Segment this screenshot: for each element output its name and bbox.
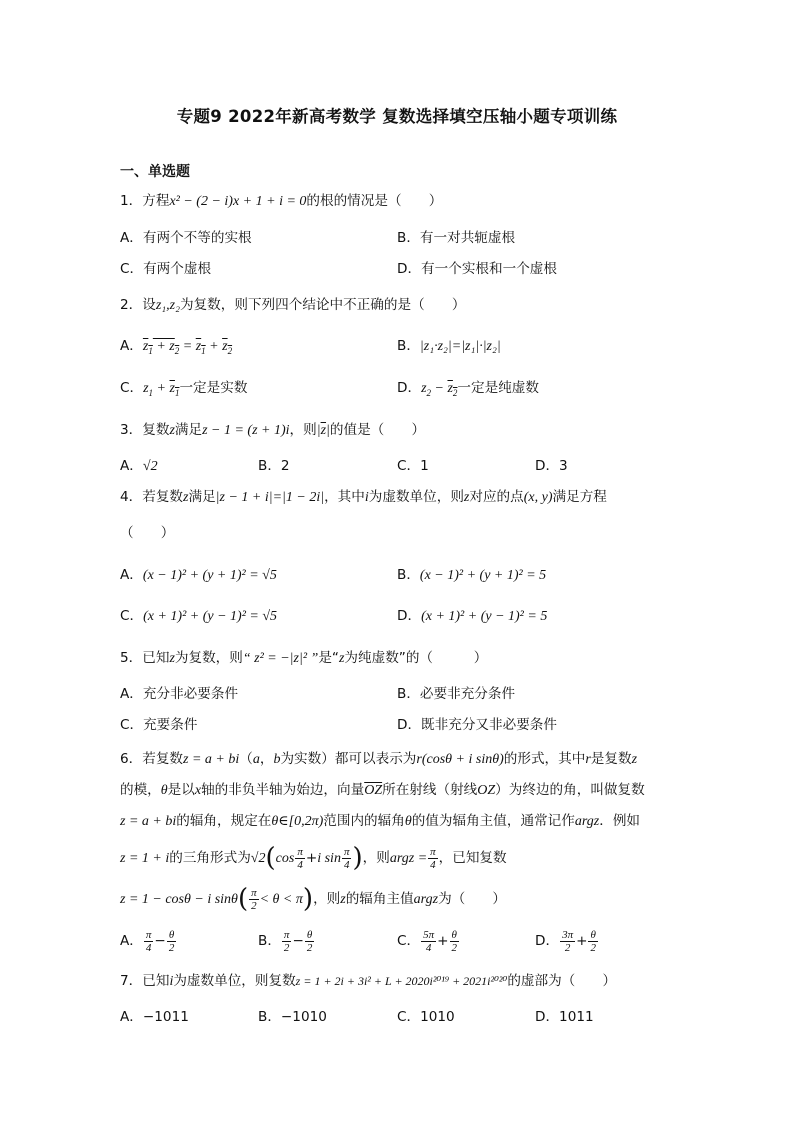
q6-plus: + [437, 933, 449, 949]
q6-frac-den: 2 [451, 941, 457, 954]
q6-frac [167, 929, 177, 954]
q6-fraction-pi-2 [249, 887, 259, 912]
q2-option-c-formula: $z_1 + z_1$ [143, 381, 180, 398]
question-3-stem [120, 420, 425, 441]
q3-equation: z − 1 = (z + 1)i [202, 423, 290, 438]
q6-var-z: z [340, 892, 346, 907]
q1-option-b[interactable]: B．有一对共轭虚根 [397, 230, 516, 246]
q2-option-d-label: D． [397, 380, 422, 396]
q6-minus: − [292, 933, 304, 949]
q6-var-a: a [252, 752, 260, 767]
q6-frac [305, 929, 315, 954]
page-title: 专题9 2022年新高考数学 复数选择填空压轴小题专项训练 [176, 107, 618, 126]
q6-plus: + [305, 850, 318, 866]
q5-option-a[interactable]: A．充分非必要条件 [120, 686, 239, 702]
q6-var-z: z [631, 752, 638, 767]
q6-frac-num: π [430, 845, 436, 858]
q4-option-c[interactable] [120, 606, 277, 627]
q2-variables: z₁,z₂ [155, 298, 180, 313]
q5-condition: “ z² = −|z|² ” [242, 651, 319, 666]
q3-var-z: z [169, 423, 175, 438]
q6-var-theta: θ [404, 814, 412, 829]
q3-option-b[interactable]: B．2 [258, 458, 290, 474]
q4-var-z: z [183, 490, 189, 505]
q2-option-d-text: 一定是纯虚数 [457, 380, 539, 396]
q6-fraction-pi-4 [342, 846, 352, 871]
q7-stem-prefix: 7．已知 [120, 973, 170, 989]
question-5-stem [120, 648, 487, 669]
q5-stem-suffix: 为纯虚数”的（ ） [344, 650, 488, 666]
q6-isin: i sin [317, 851, 341, 866]
q2-stem-suffix: 为复数，则下列四个结论中不正确的是（ ） [179, 297, 466, 313]
q6-frac-den: 4 [425, 941, 432, 954]
q6-text: ，已知复数 [438, 850, 507, 866]
q6-text: 的辐角主值 [345, 891, 414, 907]
q3-stem-suffix: 的值是（ ） [329, 422, 426, 438]
question-2-stem [120, 295, 465, 316]
q6-text: 是复数 [590, 751, 632, 767]
q4-option-b-label: B． [397, 567, 420, 583]
q6-range: θ∈[0,2π) [271, 814, 324, 829]
q6-fraction-pi-4 [295, 846, 305, 871]
q6-text: ）为终边的角，叫做复数 [495, 782, 645, 798]
q4-var-z2: z [463, 490, 470, 505]
q6-frac [421, 929, 436, 954]
q4-stem-mid4: 对应的点 [469, 489, 524, 505]
q6-left-paren: ( [265, 843, 276, 873]
q6-argz-eq: argz = [389, 851, 428, 866]
q6-frac-den: 4 [430, 858, 436, 871]
q6-var-b: b [273, 752, 281, 767]
q6-text: 是以 [167, 782, 195, 798]
q7-option-c[interactable]: C．1010 [397, 1009, 455, 1025]
q6-argz: argz [574, 814, 600, 829]
q6-frac [560, 929, 575, 954]
q7-stem-mid: 为虚数单位，则复数 [173, 973, 296, 989]
q6-given-z: z = 1 − cosθ − i sinθ [120, 892, 238, 907]
q6-frac-den: 2 [306, 941, 313, 954]
q4-option-d[interactable] [397, 606, 547, 627]
q5-option-c[interactable]: C．充要条件 [120, 717, 198, 733]
q6-frac-num: π [343, 845, 350, 858]
q2-option-c[interactable] [120, 378, 247, 403]
q6-frac-num: θ [588, 929, 598, 942]
q4-option-c-formula: (x + 1)² + (y − 1)² = √5 [143, 609, 278, 624]
q4-option-b[interactable] [397, 565, 546, 586]
q4-option-b-formula: (x − 1)² + (y + 1)² = 5 [419, 568, 547, 583]
q6-ray-oz: OZ [477, 783, 496, 798]
q5-var-z: z [169, 651, 175, 666]
q6-left-paren: ( [237, 884, 249, 914]
q4-stem-prefix: 4．若复数 [120, 489, 184, 505]
q7-option-b[interactable]: B．−1010 [258, 1009, 327, 1025]
question-6-line-1 [120, 749, 637, 770]
q6-frac-den: 2 [590, 941, 596, 954]
q6-option-a-label: A． [120, 933, 143, 949]
q6-frac-num: θ [305, 929, 315, 942]
q6-cos: cos [275, 851, 295, 866]
q6-text: 为（ ） [438, 891, 507, 907]
q6-frac-num: π [145, 928, 152, 941]
q2-option-d-formula: $z_2 - z_2$ [421, 381, 458, 398]
question-6-line-5 [120, 884, 506, 915]
q6-option-d[interactable] [535, 926, 599, 956]
question-6-line-2 [120, 780, 645, 801]
q3-stem-mid2: ，则 [289, 422, 317, 438]
q6-formula-trig: r(cosθ + i sinθ) [416, 752, 504, 767]
q7-option-a[interactable]: A．−1011 [120, 1009, 189, 1025]
q4-point: (x, y) [523, 490, 553, 505]
q2-option-b[interactable] [397, 336, 501, 357]
q6-option-a[interactable] [120, 926, 177, 956]
q4-option-a-label: A． [120, 567, 143, 583]
q1-option-c[interactable]: C．有两个虚根 [120, 261, 212, 277]
q7-option-d[interactable]: D．1011 [535, 1009, 594, 1025]
q7-stem-suffix: 的虚部为（ ） [507, 973, 617, 989]
q3-zbar: $\overline{z}$ [320, 423, 327, 438]
q4-stem-mid2: ，其中 [324, 489, 365, 505]
q6-frac-den: 2 [168, 941, 175, 954]
q3-option-a[interactable] [120, 456, 158, 477]
q6-text: （ [239, 751, 253, 767]
q2-option-a[interactable] [120, 336, 232, 361]
q3-option-d[interactable]: D．3 [535, 458, 568, 474]
q6-option-c-label: C． [397, 933, 421, 949]
q4-option-c-label: C． [120, 608, 144, 624]
q6-right-paren: ) [352, 843, 363, 873]
q6-formula-z: z = a + bi [183, 752, 240, 767]
q6-text: ，则 [313, 891, 341, 907]
q5-stem-mid: 为复数，则 [174, 650, 243, 666]
q6-example-z: z = 1 + i [120, 851, 170, 866]
q6-option-d-label: D． [535, 933, 560, 949]
q2-option-c-text: 一定是实数 [179, 380, 248, 396]
q6-text: 的三角形式为 [169, 850, 251, 866]
q3-stem-mid: 满足 [174, 422, 203, 438]
question-6-line-3 [120, 811, 640, 832]
q1-equation: x² − (2 − i)x + 1 + i = 0 [169, 194, 307, 209]
q2-option-a-formula: $z_1 + z_2 = z_1 + z_2$ [142, 339, 233, 356]
q6-text: 的模， [120, 782, 161, 798]
q3-stem-prefix: 3．复数 [120, 422, 170, 438]
q6-var-r: r [585, 752, 591, 767]
q6-frac-num: π [283, 928, 290, 941]
q6-frac-num: θ [450, 929, 460, 942]
q4-stem-mid5: 满足方程 [552, 489, 607, 505]
q4-equation: |z − 1 + i|=|1 − 2i| [215, 490, 325, 505]
q3-option-c[interactable]: C．1 [397, 458, 429, 474]
q2-option-a-label: A． [120, 338, 143, 354]
q6-option-b[interactable] [258, 926, 315, 956]
q6-text: 所在射线（射线 [382, 782, 478, 798]
q6-frac-den: 4 [343, 858, 350, 871]
q6-text: 轴的非负半轴为始边，向量 [201, 782, 365, 798]
q6-text: ．例如 [599, 813, 641, 829]
question-1-stem [120, 191, 442, 212]
q6-argz: argz [413, 892, 439, 907]
q5-option-d[interactable]: D．既非充分又非必要条件 [397, 717, 557, 733]
q6-plus: + [576, 933, 588, 949]
q1-stem-prefix: 1．方程 [120, 193, 170, 209]
q6-var-x: x [194, 783, 202, 798]
q6-theta-range: < θ < π [259, 892, 303, 907]
q6-frac-num: 3π [562, 928, 574, 941]
q2-option-b-formula: |z₁·z₂|=|z₁|·|z₂| [419, 339, 501, 354]
q4-option-a-formula: (x − 1)² + (y + 1)² = √5 [142, 568, 277, 583]
q5-stem-prefix: 5．已知 [120, 650, 170, 666]
q6-frac [450, 929, 460, 954]
q6-frac-num: π [251, 886, 257, 899]
q2-option-c-label: C． [120, 380, 144, 396]
q4-option-d-formula: (x + 1)² + (y − 1)² = 5 [421, 609, 548, 624]
q4-stem-mid: 满足 [188, 489, 216, 505]
q6-frac-num: 5π [423, 928, 435, 941]
question-7-stem [120, 971, 616, 992]
q6-frac-den: 2 [251, 899, 257, 912]
q6-option-b-label: B． [258, 933, 281, 949]
q6-frac-num: π [297, 845, 303, 858]
q5-stem-mid2: 是“ [318, 650, 339, 666]
q5-option-b[interactable]: B．必要非充分条件 [397, 686, 516, 702]
q2-option-b-label: B． [397, 338, 420, 354]
q3-option-a-value: √2 [142, 459, 158, 474]
q6-frac-den: 2 [564, 941, 571, 954]
q3-option-a-label: A． [120, 458, 143, 474]
q2-option-d[interactable] [397, 378, 539, 403]
q4-var-i: i [364, 490, 369, 505]
q4-option-a[interactable] [120, 565, 277, 586]
q6-text: ，则 [362, 850, 390, 866]
question-6-line-4 [120, 843, 507, 874]
q6-text: 6．若复数 [120, 751, 184, 767]
q6-frac-den: 4 [145, 941, 152, 954]
q6-option-c[interactable] [397, 926, 460, 956]
q6-frac [144, 929, 154, 954]
q6-minus: − [154, 933, 166, 949]
q2-stem-prefix: 2．设 [120, 297, 156, 313]
q4-blank: （ ） [120, 525, 175, 541]
q6-text: 的值为辐角主值，通常记作 [411, 813, 575, 829]
q6-frac-num: θ [167, 929, 177, 942]
q7-formula: z = 1 + 2i + 3i² + L + 2020i²⁰¹⁹ + 2021i²⁰²⁰ [295, 974, 508, 988]
q6-frac [282, 929, 292, 954]
q6-text: ， [259, 751, 274, 767]
q4-stem-mid3: 为虚数单位，则 [368, 489, 464, 505]
q5-var-z2: z [338, 651, 345, 666]
q6-frac [588, 929, 598, 954]
section-heading: 一、单选题 [120, 164, 190, 180]
q6-var-theta: θ [160, 783, 168, 798]
q1-option-a[interactable]: A．有两个不等的实根 [120, 230, 252, 246]
q6-text: 的形式，其中 [503, 751, 586, 767]
q6-fraction-pi-4 [428, 846, 438, 871]
question-4-stem [120, 487, 607, 508]
q6-formula-z: z = a + bi [120, 814, 177, 829]
q6-vector-oz: $\overline{OZ}$ [364, 783, 383, 798]
q6-frac-den: 2 [283, 941, 290, 954]
q6-right-paren: ) [302, 884, 314, 914]
q1-option-d[interactable]: D．有一个实根和一个虚根 [397, 261, 557, 277]
q1-stem-suffix: 的根的情况是（ ） [306, 193, 443, 209]
q6-sqrt2: √2 [250, 851, 266, 866]
q6-text: 的辐角，规定在 [176, 813, 272, 829]
q7-var-i: i [169, 974, 174, 989]
q6-frac-den: 4 [297, 858, 303, 871]
q3-abs-zbar: $|\overline{z}|$ [316, 423, 330, 438]
q4-option-d-label: D． [397, 608, 422, 624]
q6-text: 为实数）都可以表示为 [280, 751, 417, 767]
q6-text: 范围内的辐角 [323, 813, 405, 829]
